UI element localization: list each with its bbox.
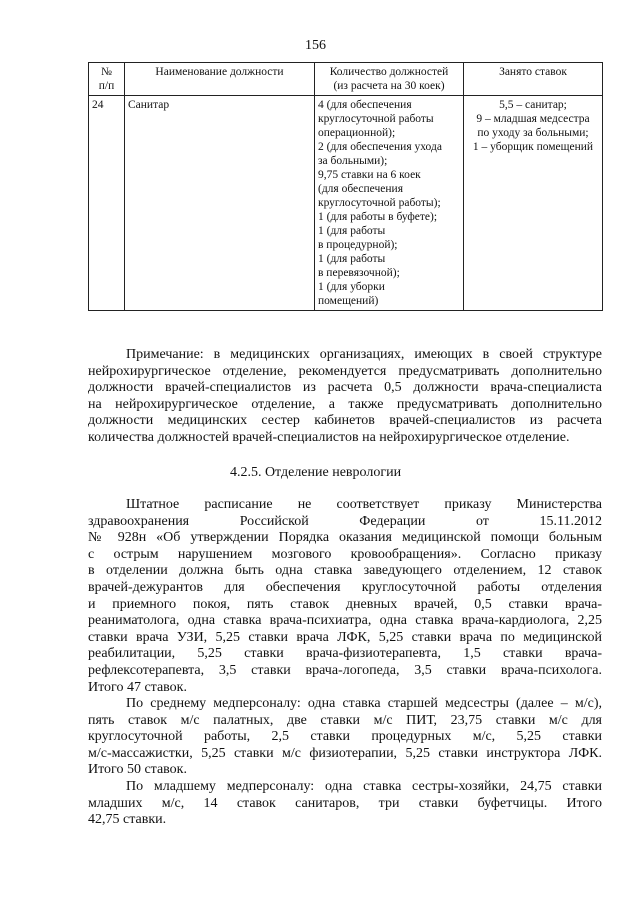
cell-occupied: 5,5 – санитар; 9 – младшая медсестра по уходу за больными; 1 – уборщик помещений	[464, 96, 603, 311]
note-paragraph: Примечание: в медицинских организациях, имеющих в своей структуре нейрохирургическое отделение, рекомендуется предусматривать дополнительно должности врачей-специалистов из расчета 0,5 должности врача-специалиста на нейрохирургическое отделение, а также предусматривать дополнительно должности медицинских сестер кабинетов врачей-специалистов из расчета количества должностей врачей-специалистов на нейрохирургическое отделение.	[88, 347, 602, 445]
header-occupied: Занято ставок	[464, 63, 603, 96]
cell-position-count: 4 (для обеспечения круглосуточной работы операционной); 2 (для обеспечения ухода за больными); 9,75 ставки на 6 коек (для обеспечения круглосуточной работы); 1 (для работы в буфете); 1 (для работы в процедурной); 1 (для работы в перевязочной); 1 (для уборки помещений)	[315, 96, 464, 311]
header-num: № п/п	[89, 63, 125, 96]
junior-staff-paragraph: По младшему медперсоналу: одна ставка сестры-хозяйки, 24,75 ставки младших м/с, 14 ставок санитаров, три ставки буфетчицы. Итого 42,75 ставки.	[88, 779, 602, 828]
header-position-name: Наименование должности	[125, 63, 315, 96]
table-header-row	[89, 63, 603, 96]
nursing-staff-paragraph: По среднему медперсоналу: одна ставка старшей медсестры (далее – м/с), пять ставок м/с палатных, две ставки м/с ПИТ, 23,75 ставки м/с для круглосуточной работы, 2,5 ставки процедурных м/с, 5,25 ставки м/с-массажистки, 5,25 ставки м/с физиотерапии, 5,25 ставки инструктора ЛФК. Итого 50 ставок.	[88, 696, 602, 778]
cell-num: 24	[89, 96, 125, 311]
header-position-count: Количество должностей (из расчета на 30 коек)	[315, 63, 464, 96]
section-heading: 4.2.5. Отделение неврологии	[229, 465, 402, 480]
page-number: 156	[305, 38, 326, 53]
table-row	[89, 96, 603, 311]
staffing-paragraph: Штатное расписание не соответствует приказу Министерства здравоохранения Российской Федерации от 15.11.2012 № 928н «Об утверждении Порядка оказания медицинской помощи больным с острым нарушением мозгового кровообращения». Согласно приказу в отделении должна быть одна ставка заведующего отделением, 12 ставок врачей-дежурантов для обеспечения круглосуточной работы отделения и приемного покоя, пять ставок дневных врачей, 0,5 ставки врача- реаниматолога, одна ставка врача-психиатра, одна ставка врача-кардиолога, 2,25 ставки врача УЗИ, 5,25 ставки врача ЛФК, 5,25 ставки врача по медицинской реабилитации, 5,25 ставки врача-физиотерапевта, 1,5 ставки врача- рефлексотерапевта, 3,5 ставки врача-логопеда, 3,5 ставки врача-психолога. Итого 47 ставок.	[88, 497, 602, 695]
cell-position-name: Санитар	[125, 96, 315, 311]
staff-table	[88, 62, 603, 311]
